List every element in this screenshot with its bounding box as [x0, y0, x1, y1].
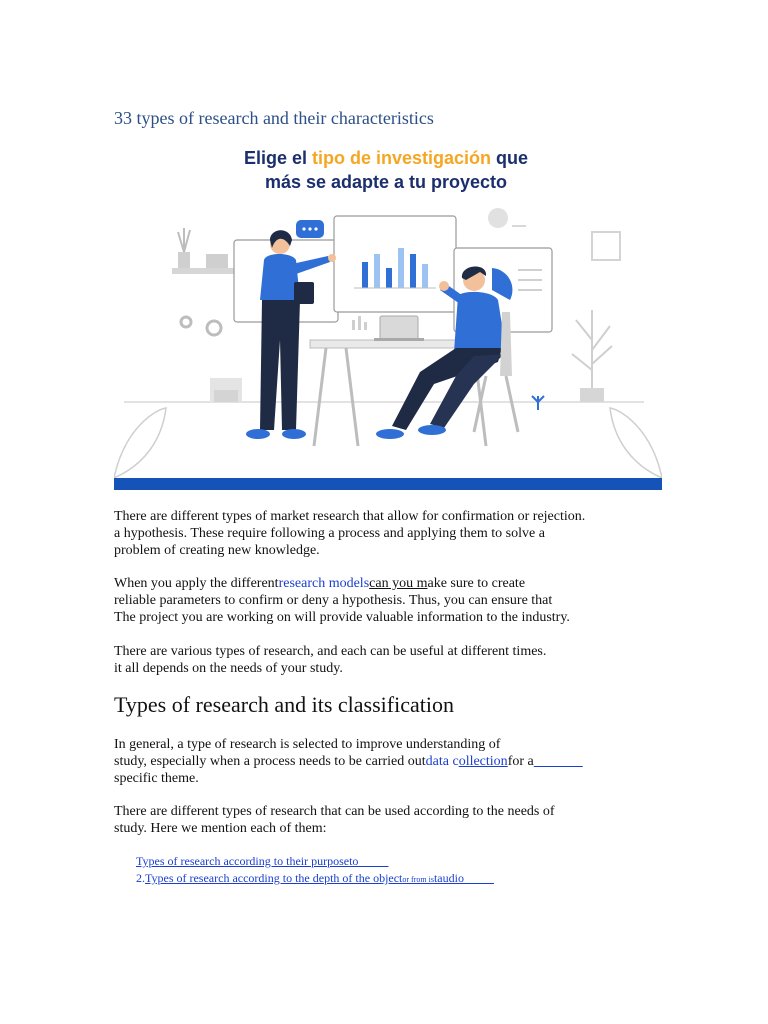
toc-item1-part-c: to — [349, 854, 359, 868]
toc-item-2 — [136, 870, 494, 888]
section-paragraph-1 — [114, 736, 634, 787]
toc-link-depth[interactable] — [145, 871, 494, 885]
section-p2-line: There are different types of research that can be used according to the needs of — [114, 804, 555, 819]
intro-p1-line: problem of creating new knowledge. — [114, 543, 320, 558]
sprig-icon — [532, 396, 544, 410]
intro-paragraph-2 — [114, 575, 634, 626]
toc-item1-part-a: Type — [136, 854, 160, 868]
section-heading: Types of research and its classification — [114, 692, 454, 717]
plant-pot — [580, 388, 604, 402]
banner-headline-line1 — [244, 148, 528, 168]
section-p1-line1: In general, a type of research is selected to improve understanding of — [114, 737, 501, 752]
intro-p1-line: There are different types of market research that allow for confirmation or rejection. — [114, 509, 586, 524]
shelf — [172, 268, 234, 274]
data-collection-link[interactable]: data c — [425, 754, 459, 769]
intro-p1-line: a hypothesis. These require following a process and applying them to solve a — [114, 526, 545, 541]
section-p2-line: study. Here we mention each of them: — [114, 821, 327, 836]
pie-chart-icon — [488, 208, 508, 228]
toc-item-1 — [136, 853, 494, 870]
leaf-right-icon — [610, 408, 662, 478]
toc-link-purpose[interactable] — [136, 854, 388, 868]
shelf-box — [206, 254, 228, 268]
section-p1-suffix: for a — [507, 754, 534, 769]
intro-p2-line2: reliable parameters to confirm or deny a hypothesis. Thus, you can ensure that — [114, 593, 553, 608]
shelf-plant-icon — [178, 228, 190, 252]
toc-item2-small: or from is — [402, 875, 434, 884]
blank-link[interactable]: ​ — [533, 754, 583, 769]
document-title: 33 types of research and their characteristics — [114, 108, 434, 128]
intro-p3-line: There are various types of research, and each can be useful at different times. — [114, 644, 547, 659]
banner-illustration — [114, 140, 662, 490]
shelf-pot — [178, 252, 190, 268]
woman-pants — [260, 300, 300, 430]
intro-paragraph-3 — [114, 643, 634, 677]
intro-paragraph-1 — [114, 508, 634, 559]
intro-p2-prefix: When you apply the different — [114, 576, 279, 591]
shoe-2 — [282, 429, 306, 439]
toc-item1-part-b: s of research according to their purpose — [159, 854, 350, 868]
screen-center — [334, 216, 456, 312]
banner-headline-part1: Elige el — [243, 148, 312, 168]
banner-stripe — [114, 478, 662, 490]
intro-p2-mid: can you m — [369, 576, 428, 591]
gear-icon-2 — [207, 321, 221, 335]
banner-headline-part2: que — [491, 148, 529, 168]
chart-bar — [422, 264, 428, 288]
intro-p2-suffix: ake sure to create — [427, 576, 526, 591]
toc-item2-part-b: taudio — [433, 871, 464, 885]
section-p1-prefix: study, especially when a process needs to be carried out — [114, 754, 426, 769]
toc-item2-part-a: Types of research according to the depth of the object — [145, 871, 403, 885]
banner-headline-line2: más se adapte a tu proyecto — [264, 172, 508, 192]
shoe — [246, 429, 270, 439]
research-models-link[interactable]: research models — [278, 576, 370, 591]
toc-item2-number: 2. — [136, 871, 145, 885]
storage-box-2 — [214, 390, 238, 402]
toc-list — [136, 853, 494, 888]
chart-bar — [374, 254, 380, 288]
section-paragraph-2 — [114, 803, 634, 837]
chart-bar — [362, 262, 368, 288]
chart-bar — [386, 268, 392, 288]
intro-p3-line: it all depends on the needs of your study. — [114, 661, 343, 676]
section-p1-line2 — [114, 753, 634, 770]
plant-icon — [572, 310, 612, 388]
chair — [500, 312, 512, 376]
leaf-left-icon — [114, 408, 166, 478]
man-shoe — [376, 429, 404, 439]
laptop-icon — [380, 316, 418, 340]
intro-p2-line1 — [114, 575, 634, 592]
chart-bar — [410, 254, 416, 288]
banner-svg — [114, 140, 662, 490]
man-shoe-2 — [418, 425, 446, 435]
wall-frame — [592, 232, 620, 260]
gear-icon — [181, 317, 191, 327]
data-collection-link-2[interactable]: ollection — [458, 754, 508, 769]
banner-headline-highlight: tipo de investigación — [311, 148, 492, 168]
chart-bar — [398, 248, 404, 288]
intro-p2-line3: The project you are working on will provide valuable information to the industry. — [114, 610, 570, 625]
section-p1-line3: specific theme. — [114, 771, 199, 786]
